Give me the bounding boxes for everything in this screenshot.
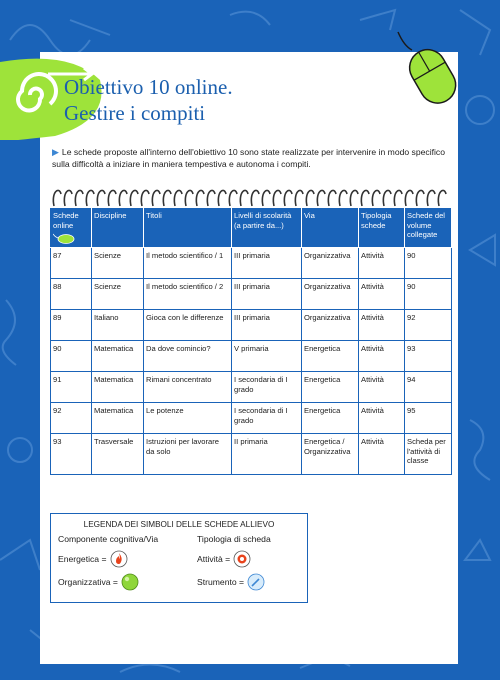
cell-livello: I secondaria di I grado bbox=[232, 372, 302, 403]
cell-titolo: Gioca con le differenze bbox=[144, 310, 232, 341]
flame-icon bbox=[110, 550, 128, 568]
cell-titolo: Il metodo scientifico / 2 bbox=[144, 279, 232, 310]
cell-titolo: Rimani concentrato bbox=[144, 372, 232, 403]
cell-scheda: 87 bbox=[51, 248, 92, 279]
cell-schede-collegate: Scheda per l'attività di classe bbox=[405, 434, 452, 475]
title-line-2: Gestire i compiti bbox=[64, 101, 206, 125]
cell-titolo: Le potenze bbox=[144, 403, 232, 434]
cell-scheda: 88 bbox=[51, 279, 92, 310]
table-row bbox=[51, 341, 452, 372]
tool-icon bbox=[247, 573, 265, 591]
cell-scheda: 89 bbox=[51, 310, 92, 341]
cell-tipologia: Attività bbox=[359, 403, 405, 434]
cell-livello: I secondaria di I grado bbox=[232, 403, 302, 434]
cell-schede-collegate: 90 bbox=[405, 279, 452, 310]
header-schede-online: Schede online bbox=[51, 208, 92, 248]
page-title bbox=[64, 74, 394, 126]
cell-schede-collegate: 95 bbox=[405, 403, 452, 434]
cell-titolo: Istruzioni per lavorare da solo bbox=[144, 434, 232, 475]
header-via: Via bbox=[302, 208, 359, 248]
intro-paragraph bbox=[52, 146, 452, 170]
cell-schede-collegate: 94 bbox=[405, 372, 452, 403]
mouse-icon bbox=[388, 30, 468, 110]
cell-disciplina: Scienze bbox=[92, 248, 144, 279]
legend-organizzativa: Organizzativa = bbox=[58, 573, 139, 591]
cell-disciplina: Matematica bbox=[92, 403, 144, 434]
cell-titolo: Da dove comincio? bbox=[144, 341, 232, 372]
legend-box bbox=[50, 513, 308, 603]
cell-livello: III primaria bbox=[232, 279, 302, 310]
cell-via: Organizzativa bbox=[302, 248, 359, 279]
cell-disciplina: Italiano bbox=[92, 310, 144, 341]
header-titoli: Titoli bbox=[144, 208, 232, 248]
cell-disciplina: Scienze bbox=[92, 279, 144, 310]
cell-schede-collegate: 90 bbox=[405, 248, 452, 279]
cell-livello: V primaria bbox=[232, 341, 302, 372]
cell-tipologia: Attività bbox=[359, 279, 405, 310]
cell-scheda: 93 bbox=[51, 434, 92, 475]
legend-strumento: Strumento = bbox=[197, 573, 265, 591]
cell-via: Organizzativa bbox=[302, 310, 359, 341]
cell-tipologia: Attività bbox=[359, 434, 405, 475]
legend-heading-via: Componente cognitiva/Via bbox=[58, 534, 159, 544]
title-line-1: Obiettivo 10 online. bbox=[64, 75, 233, 99]
triangle-bullet-icon: ▶ bbox=[52, 147, 59, 157]
legend-heading-tipologia: Tipologia di scheda bbox=[197, 534, 271, 544]
cell-schede-collegate: 93 bbox=[405, 341, 452, 372]
schede-table bbox=[50, 207, 452, 475]
target-icon bbox=[233, 550, 251, 568]
legend-attivita: Attività = bbox=[197, 550, 251, 568]
cell-via: Energetica bbox=[302, 403, 359, 434]
intro-text: Le schede proposte all'interno dell'obiettivo 10 sono state realizzate per intervenire in modo specifico sulla difficoltà a iniziare in maniera tempestiva e autonoma i compiti. bbox=[52, 147, 445, 169]
cell-tipologia: Attività bbox=[359, 310, 405, 341]
cell-livello: III primaria bbox=[232, 310, 302, 341]
cell-titolo: Il metodo scientifico / 1 bbox=[144, 248, 232, 279]
mouse-icon bbox=[53, 232, 75, 244]
table-row bbox=[51, 279, 452, 310]
cell-via: Energetica bbox=[302, 341, 359, 372]
table-row bbox=[51, 310, 452, 341]
header-discipline: Discipline bbox=[92, 208, 144, 248]
table-row bbox=[51, 248, 452, 279]
cell-tipologia: Attività bbox=[359, 372, 405, 403]
header-schede-volume: Schede del volume collegate bbox=[405, 208, 452, 248]
cell-disciplina: Matematica bbox=[92, 372, 144, 403]
cell-scheda: 92 bbox=[51, 403, 92, 434]
table-row bbox=[51, 372, 452, 403]
cell-scheda: 91 bbox=[51, 372, 92, 403]
cell-schede-collegate: 92 bbox=[405, 310, 452, 341]
header-tipologia: Tipologia schede bbox=[359, 208, 405, 248]
cell-tipologia: Attività bbox=[359, 341, 405, 372]
cell-via: Energetica / Organizzativa bbox=[302, 434, 359, 475]
green-ball-icon bbox=[121, 573, 139, 591]
notebook-spiral bbox=[50, 186, 452, 208]
legend-title: LEGENDA DEI SIMBOLI DELLE SCHEDE ALLIEVO bbox=[83, 520, 275, 529]
header-livelli: Livelli di scolarità (a partire da...) bbox=[232, 208, 302, 248]
table-header-row bbox=[51, 208, 452, 248]
cell-via: Energetica bbox=[302, 372, 359, 403]
table-row bbox=[51, 434, 452, 475]
cell-disciplina: Trasversale bbox=[92, 434, 144, 475]
cell-scheda: 90 bbox=[51, 341, 92, 372]
cell-tipologia: Attività bbox=[359, 248, 405, 279]
cell-livello: II primaria bbox=[232, 434, 302, 475]
legend-energetica: Energetica = bbox=[58, 550, 128, 568]
table-row bbox=[51, 403, 452, 434]
cell-livello: III primaria bbox=[232, 248, 302, 279]
cell-via: Organizzativa bbox=[302, 279, 359, 310]
cell-disciplina: Matematica bbox=[92, 341, 144, 372]
